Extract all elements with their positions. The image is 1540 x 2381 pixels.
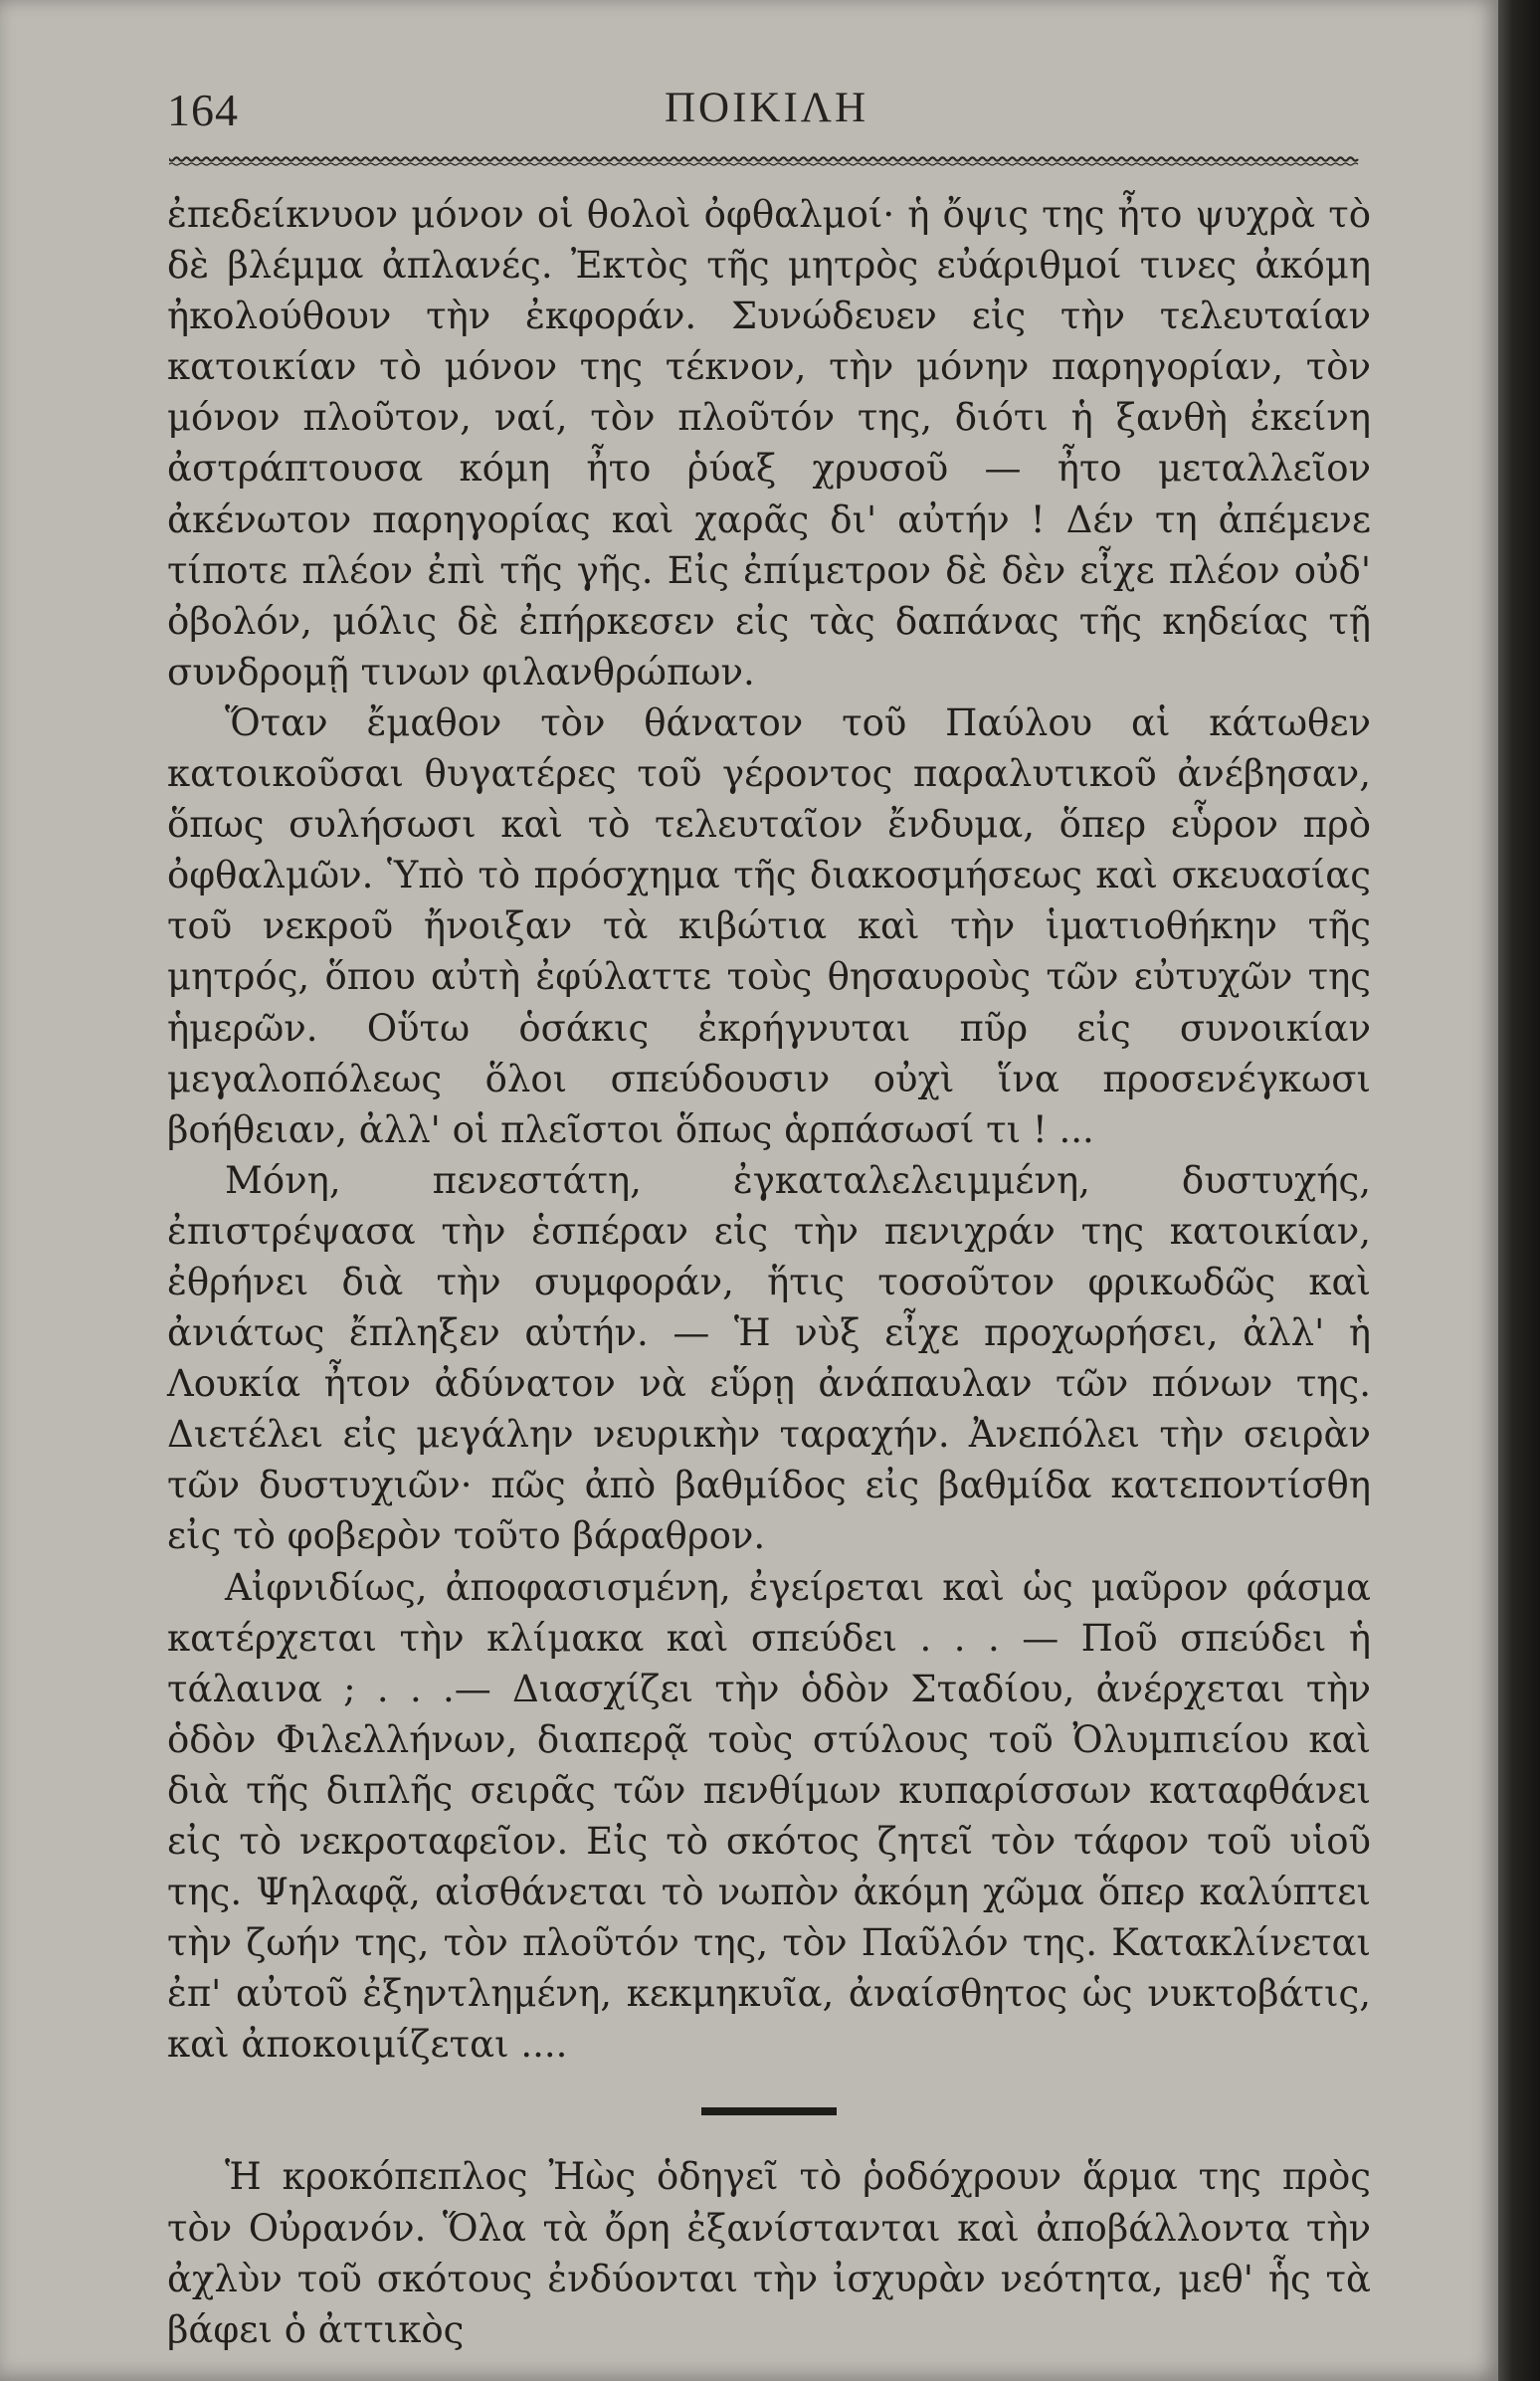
body-text — [167, 189, 1371, 2355]
paragraph-continuation: ἐπεδείκνυον μόνον οἱ θολοὶ ὀφθαλμοί· ἡ ὄψις της ἦτο ψυχρὰ τὸ δὲ βλέμμα ἀπλανές. Ἐκτὸς τῆς μητρὸς εὐάριθμοί τινες ἀκόμη ἠκολούθουν τὴν ἐκφοράν. Συνώδευεν εἰς τὴν τελευταίαν κατοικίαν τὸ μόνον της τέκνον, τὴν μόνην παρηγορίαν, τὸν μόνον πλοῦτον, ναί, τὸν πλοῦτόν της, διότι ἡ ξανθὴ ἐκείνη ἀστράπτουσα κόμη ἦτο ῥύαξ χρυσοῦ — ἦτο μεταλλεῖον ἀκένωτον παρηγορίας καὶ χαρᾶς δι' αὐτήν ! Δέν τη ἀπέμενε τίποτε πλέον ἐπὶ τῆς γῆς. Εἰς ἐπίμετρον δὲ δὲν εἶχε πλέον οὐδ' ὀβολόν, μόλις δὲ ἐπήρκεσεν εἰς τὰς δαπάνας τῆς κηδείας τῇ συνδρομῇ τινων φιλανθρώπων. — [167, 193, 1371, 694]
paragraph-final: Ἡ κροκόπεπλος Ἠὼς ὁδηγεῖ τὸ ῥοδόχρουν ἅρμα της πρὸς τὸν Οὐρανόν. Ὅλα τὰ ὄρη ἐξανίστανται καὶ ἀποβάλλοντα τὴν ἀχλὺν τοῦ σκότους ἐνδύονται τὴν ἰσχυρὰν νεότητα, μεθ' ἧς τὰ βάφει ὁ ἀττικὸς — [167, 2155, 1371, 2351]
paragraph: Αἰφνιδίως, ἀποφασισμένη, ἐγείρεται καὶ ὡς μαῦρον φάσμα κατέρχεται τὴν κλίμακα καὶ σπεύδει . . . — Ποῦ σπεύδει ἡ τάλαινα ; . . .— Διασχίζει τὴν ὁδὸν Σταδίου, ἀνέρχεται τὴν ὁδὸν Φιλελλήνων, διαπερᾷ τοὺς στύλους τοῦ Ὀλυμπιείου καὶ διὰ τῆς διπλῆς σειρᾶς τῶν πενθίμων κυπαρίσσων καταφθάνει εἰς τὸ νεκροταφεῖον. Εἰς τὸ σκότος ζητεῖ τὸν τάφον τοῦ υἱοῦ της. Ψηλαφᾷ, αἰσθάνεται τὸ νωπὸν ἀκόμη χῶμα ὅπερ καλύπτει τὴν ζωήν της, τὸν πλοῦτόν της, τὸν Παῦλόν της. Κατακλίνεται ἐπ' αὐτοῦ ἐξηντλημένη, κεκμηκυῖα, ἀναίσθητος ὡς νυκτοβάτις, καὶ ἀποκοιμίζεται .... — [167, 1565, 1371, 2067]
book-gutter-shadow — [1498, 0, 1540, 2381]
paragraph: Ὅταν ἔμαθον τὸν θάνατον τοῦ Παύλου αἱ κάτωθεν κατοικοῦσαι θυγατέρες τοῦ γέροντος παραλυτικοῦ ἀνέβησαν, ὅπως συλήσωσι καὶ τὸ τελευταῖον ἔνδυμα, ὅπερ εὗρον πρὸ ὀφθαλμῶν. Ὑπὸ τὸ πρόσχημα τῆς διακοσμήσεως καὶ σκευασίας τοῦ νεκροῦ ἤνοιξαν τὰ κιβώτια καὶ τὴν ἱματιοθήκην τῆς μητρός, ὅπου αὐτὴ ἐφύλαττε τοὺς θησαυροὺς τῶν εὐτυχῶν της ἡμερῶν. Οὕτω ὁσάκις ἐκρήγνυται πῦρ εἰς συνοικίαν μεγαλοπόλεως ὅλοι σπεύδουσιν οὐχὶ ἵνα προσενέγκωσι βοήθειαν, ἀλλ' οἱ πλεῖστοι ὅπως ἁρπάσωσί τι ! ... — [167, 700, 1371, 1151]
wavy-rule-ornament — [169, 149, 1361, 169]
section-divider — [701, 2107, 837, 2115]
running-title: ΠΟΙΚΙΛΗ — [665, 85, 869, 131]
page-header — [167, 84, 1361, 143]
page-number: 164 — [167, 85, 239, 135]
paragraph: Μόνη, πενεστάτη, ἐγκαταλελειμμένη, δυστυχής, ἐπιστρέψασα τὴν ἑσπέραν εἰς τὴν πενιχράν της κατοικίαν, ἐθρήνει διὰ τὴν συμφοράν, ἥτις τοσοῦτον φρικωδῶς καὶ ἀνιάτως ἔπληξεν αὐτήν. — Ἡ νὺξ εἶχε προχωρήσει, ἀλλ' ἡ Λουκία ἦτον ἀδύνατον νὰ εὕρῃ ἀνάπαυλαν τῶν πόνων της. Διετέλει εἰς μεγάλην νευρικὴν ταραχήν. Ἀνεπόλει τὴν σειρὰν τῶν δυστυχιῶν· πῶς ἀπὸ βαθμίδος εἰς βαθμίδα κατεποντίσθη εἰς τὸ φοβερὸν τοῦτο βάραθρον. — [167, 1158, 1371, 1558]
